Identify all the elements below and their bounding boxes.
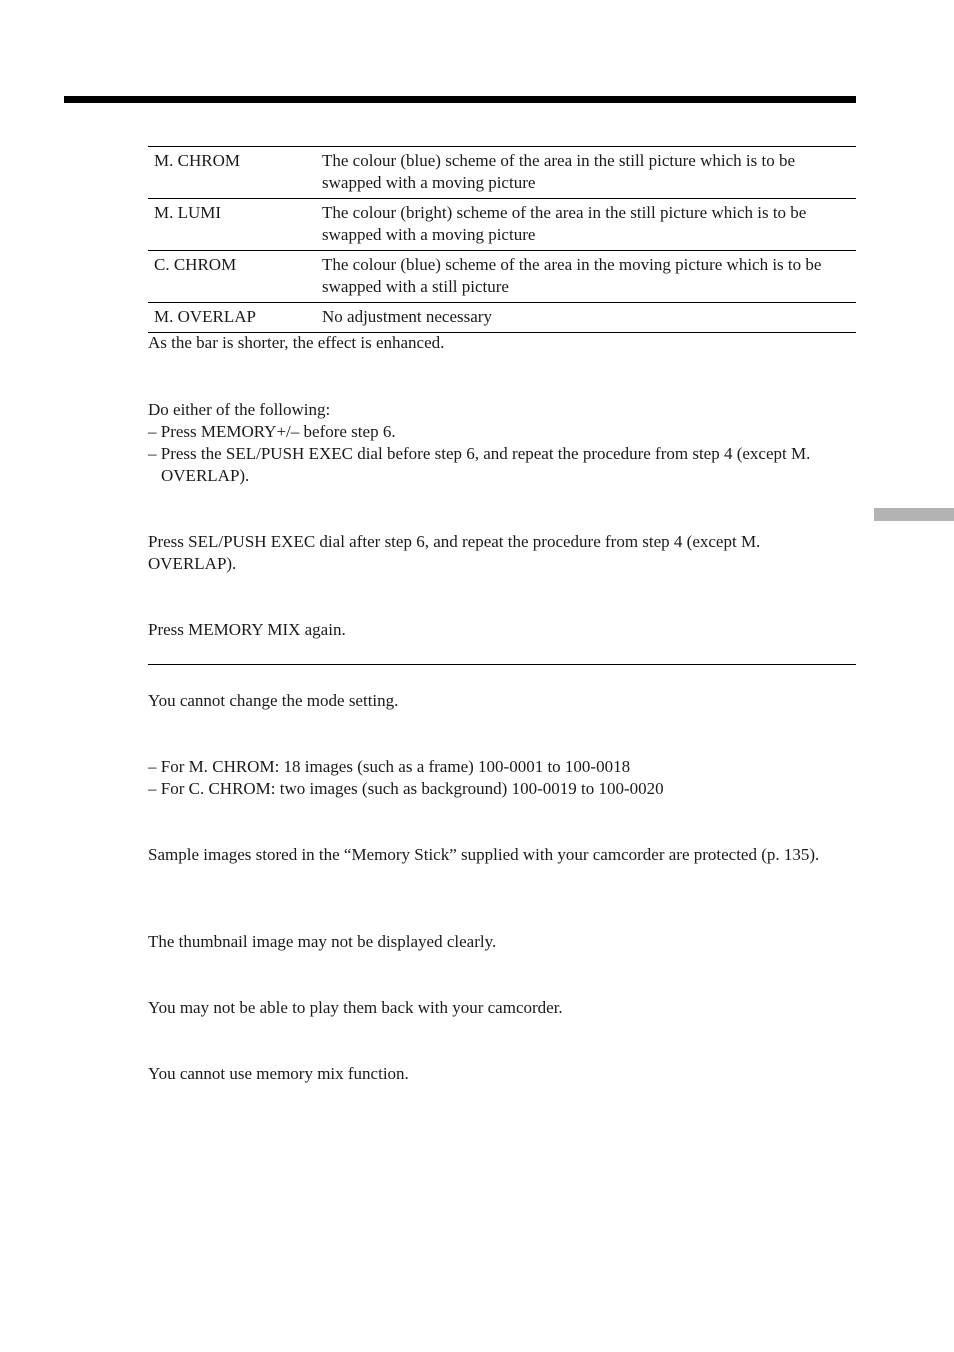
mode-description: No adjustment necessary [322,307,492,326]
note-thumbnail [148,931,848,953]
mode-table [148,146,856,333]
change-setting-section [148,531,848,575]
cancel-section [148,619,848,641]
mode-name: C. CHROM [148,251,322,303]
mode-description: The colour (bright) scheme of the area in the still picture which is to be swapped with a moving picture [322,199,856,251]
note-sample-images [148,756,848,800]
change-setting-text: Press SEL/PUSH EXEC dial after step 6, and repeat the procedure from step 4 (except M. OVERLAP). [148,532,761,573]
note-protected [148,844,848,866]
note-text: Sample images stored in the “Memory Stick” supplied with your camcorder are protected (p. 135). [148,845,820,864]
note-mix-function [148,1063,848,1085]
mode-description: The colour (blue) scheme of the area in the moving picture which is to be swapped with a still picture [322,251,856,303]
mode-description: The colour (blue) scheme of the area in the still picture which is to be swapped with a moving picture [322,147,856,199]
note-text: You may not be able to play them back with your camcorder. [148,998,563,1017]
table-row [148,303,856,333]
bar-note-text: As the bar is shorter, the effect is enhanced. [148,333,445,352]
list-item: – Press the SEL/PUSH EXEC dial before step 6, and repeat the procedure from step 4 (except M. OVERLAP). [148,444,811,485]
notes-divider [148,664,856,665]
mode-name: M. CHROM [148,147,322,199]
table-row [148,147,856,199]
bar-note [148,332,848,354]
mode-name: M. OVERLAP [154,307,257,326]
table-row [148,251,856,303]
mode-name: M. LUMI [148,199,322,251]
section-side-tab [874,508,954,521]
note-mode-setting [148,690,848,712]
table-row [148,199,856,251]
note-text: The thumbnail image may not be displayed clearly. [148,932,497,951]
note-text: You cannot change the mode setting. [148,691,399,710]
note-text: You cannot use memory mix function. [148,1064,409,1083]
cancel-text: Press MEMORY MIX again. [148,620,346,639]
note-playback [148,997,848,1019]
list-item: – For C. CHROM: two images (such as background) 100-0019 to 100-0020 [148,779,664,798]
top-rule [64,96,856,103]
change-image-intro: Do either of the following: [148,400,331,419]
change-image-section [148,399,848,487]
list-item: – Press MEMORY+/– before step 6. [148,422,396,441]
list-item: – For M. CHROM: 18 images (such as a frame) 100-0001 to 100-0018 [148,757,631,776]
